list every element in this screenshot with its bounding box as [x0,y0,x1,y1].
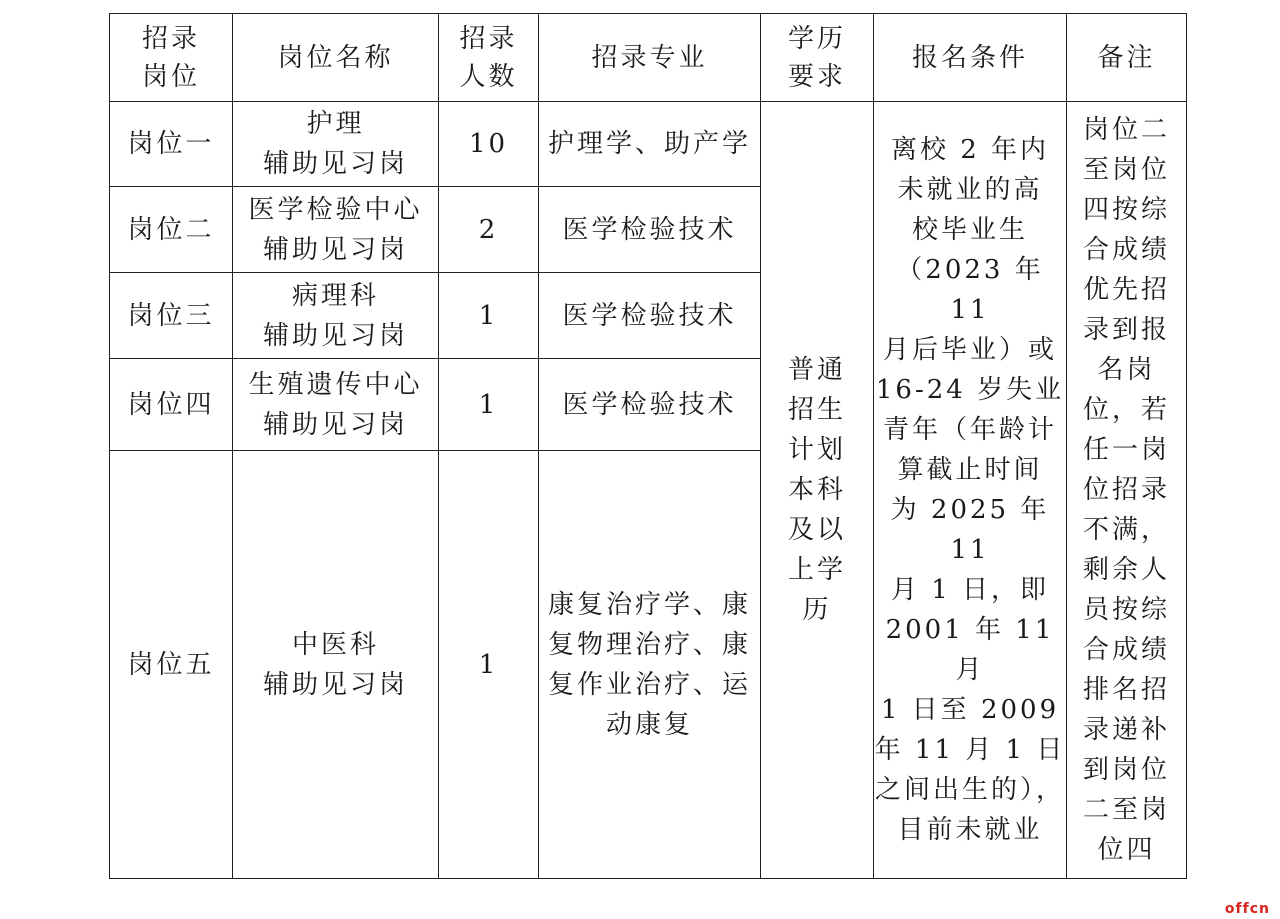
cell-position: 岗位一 [110,102,233,187]
header-position: 招录 岗位 [110,14,233,102]
cell-post-name: 生殖遗传中心 辅助见习岗 [233,359,439,451]
header-row [110,14,1187,102]
cell-position: 岗位四 [110,359,233,451]
cell-post-name: 中医科 辅助见习岗 [233,451,439,879]
cell-count: 1 [439,273,539,359]
recruitment-table [109,13,1187,879]
cell-conditions: 离校 2 年内 未就业的高 校毕业生 （2023 年 11 月后毕业）或 16-24 岁失业 青年（年龄计 算截止时间 为 2025 年 11 月 1 日，即 2001 年 11 月 1 日至 2009 年 11 月 1 日 之间出生的）， 目前未就业 [874,102,1067,879]
cell-education: 普通 招生 计划 本科 及以 上学 历 [761,102,874,879]
cell-major: 康复治疗学、康 复物理治疗、康 复作业治疗、运 动康复 [539,451,761,879]
cell-major: 医学检验技术 [539,273,761,359]
cell-position: 岗位三 [110,273,233,359]
header-conditions: 报名条件 [874,14,1067,102]
cell-major: 医学检验技术 [539,187,761,273]
header-remarks: 备注 [1067,14,1187,102]
cell-major: 医学检验技术 [539,359,761,451]
cell-remarks: 岗位二 至岗位 四按综 合成绩 优先招 录到报 名岗 位，若 任一岗 位招录 不满， 剩余人 员按综 合成绩 排名招 录递补 到岗位 二至岗 位四 [1067,102,1187,879]
table-row [110,102,1187,187]
cell-post-name: 医学检验中心 辅助见习岗 [233,187,439,273]
cell-count: 1 [439,451,539,879]
cell-post-name: 护理 辅助见习岗 [233,102,439,187]
header-post-name: 岗位名称 [233,14,439,102]
cell-post-name: 病理科 辅助见习岗 [233,273,439,359]
cell-position: 岗位五 [110,451,233,879]
header-education: 学历 要求 [761,14,874,102]
cell-position: 岗位二 [110,187,233,273]
cell-major: 护理学、助产学 [539,102,761,187]
offcn-watermark: offcn [1224,901,1270,917]
cell-count: 1 [439,359,539,451]
cell-count: 10 [439,102,539,187]
header-major: 招录专业 [539,14,761,102]
header-count: 招录 人数 [439,14,539,102]
cell-count: 2 [439,187,539,273]
